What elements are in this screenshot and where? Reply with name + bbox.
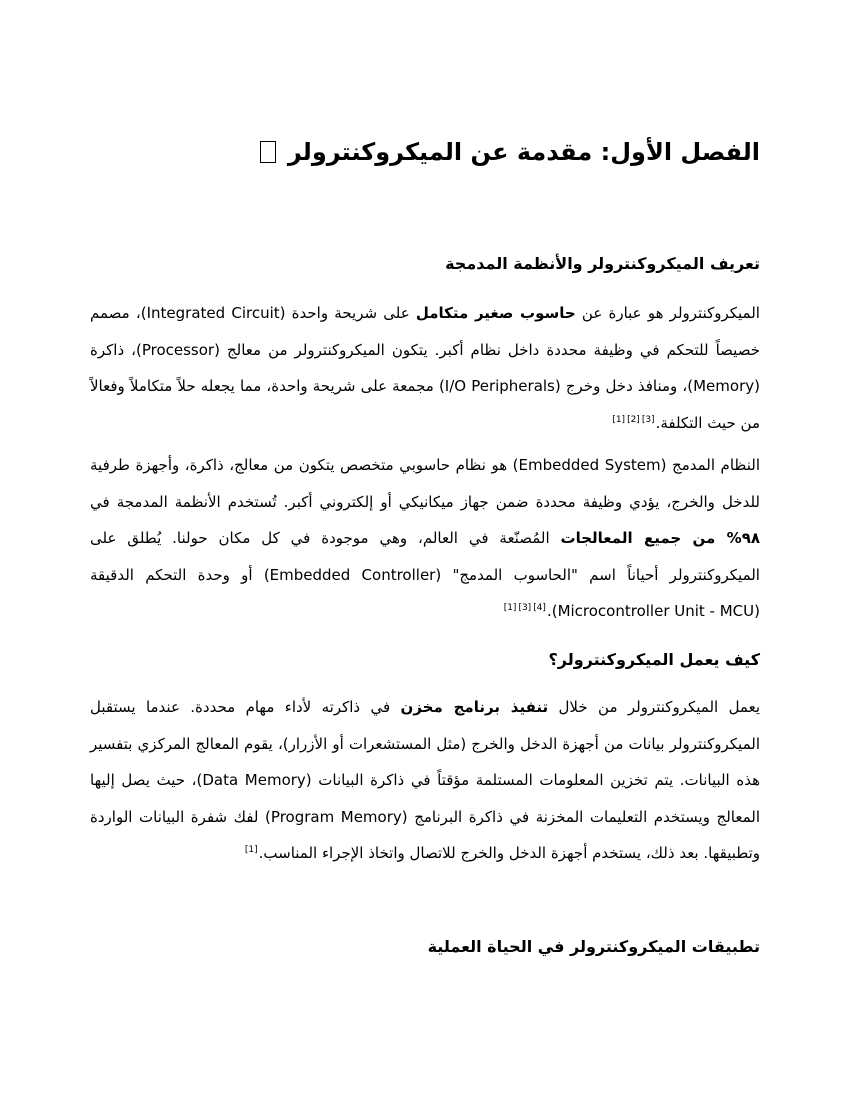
paragraph-how-it-works	[90, 689, 760, 872]
footnote-refs[interactable]	[503, 603, 547, 613]
footnote-link[interactable]: [1]	[503, 603, 517, 613]
document-page	[90, 0, 760, 1100]
bold-term: ٩٨% من جميع المعالجات	[560, 529, 761, 547]
bold-term: تنفيذ برنامج مخزن	[400, 698, 549, 716]
text-run: على شريحة واحدة (Integrated Circuit)، مصمم خصيصاً للتحكم في وظيفة محددة داخل نظام أكبر. يتكون الميكروكنترولر من معالج (Processor)، ذاكرة (Memory)، ومنافذ دخل وخرج (I/O Peripherals) مجمعة على شريحة واحدة، مما يجعله حلاً متكاملاً وفعالاً من حيث التكلفة.	[90, 304, 760, 432]
chapter-title	[260, 138, 760, 166]
text-run: في ذاكرته لأداء مهام محددة. عندما يستقبل الميكروكنترولر بيانات من أجهزة الدخل والخرج (مثل المستشعرات أو الأزرار)، يقوم المعالج المركزي بتفسير هذه البيانات. يتم تخزين المعلومات المستلمة مؤقتاً في ذاكرة البيانات (Data Memory)، حيث يصل إليها المعالج ويستخدم التعليمات المخزنة في ذاكرة البرنامج (Program Memory) لفك شفرة البيانات الواردة وتطبيقها. بعد ذلك، يستخدم أجهزة الدخل والخرج للاتصال واتخاذ الإجراء المناسب.	[90, 698, 761, 862]
footnote-link[interactable]: [2]	[627, 414, 640, 425]
footnote-refs[interactable]	[611, 415, 655, 425]
section-how-it-works	[90, 650, 760, 872]
text-run: المُصنّعة في العالم، وهي موجودة في كل مكان حولنا. يُطلق على الميكروكنترولر أحياناً اسم "الحاسوب المدمج" (Embedded Controller) أو وحدة التحكم الدقيقة (Microcontroller Unit - MCU).	[90, 529, 760, 620]
footnote-link[interactable]: [3]	[518, 603, 532, 613]
section-heading-how-it-works: كيف يعمل الميكروكنترولر؟	[548, 650, 760, 669]
footnote-link[interactable]: [1]	[244, 845, 258, 855]
text-run: الميكروكنترولر هو عبارة عن	[575, 304, 760, 322]
section-applications	[90, 937, 760, 956]
section-definition	[90, 254, 760, 630]
missing-glyph-box-icon	[260, 141, 276, 163]
section-heading-applications: تطبيقات الميكروكنترولر في الحياة العملية	[427, 937, 760, 956]
footnote-link[interactable]: [3]	[641, 414, 655, 425]
section-heading-definition: تعريف الميكروكنترولر والأنظمة المدمجة	[445, 254, 760, 273]
footnote-link[interactable]: [4]	[533, 603, 546, 613]
text-run: النظام المدمج (Embedded System) هو نظام حاسوبي متخصص يتكون من معالج، ذاكرة، وأجهزة طرفية للدخل والخرج، يؤدي وظيفة محددة ضمن جهاز ميكانيكي أو إلكتروني أكبر. تُستخدم الأنظمة المدمجة في	[90, 456, 760, 511]
footnote-refs[interactable]	[244, 845, 259, 855]
paragraph-definition-2	[90, 447, 760, 630]
footnote-link[interactable]: [1]	[612, 414, 626, 425]
paragraph-definition-1	[90, 295, 760, 441]
text-run: يعمل الميكروكنترولر من خلال	[548, 698, 761, 716]
chapter-title-text: الفصل الأول: مقدمة عن الميكروكنترولر	[287, 138, 760, 166]
bold-term: حاسوب صغير متكامل	[415, 304, 576, 322]
